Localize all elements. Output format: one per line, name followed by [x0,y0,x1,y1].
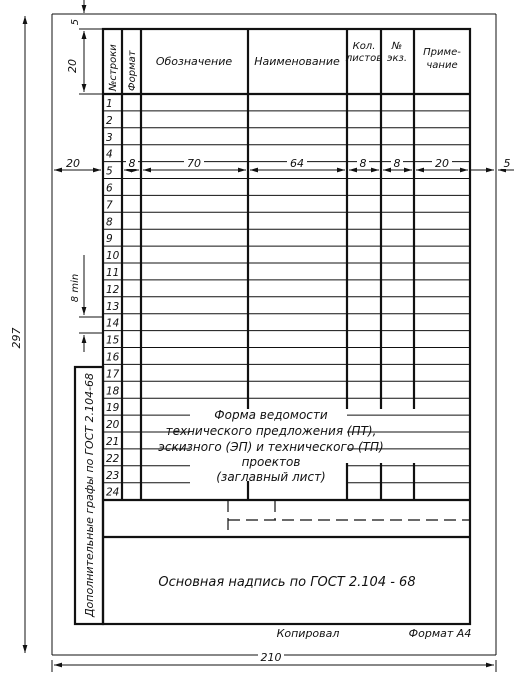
dim-col-copy-label: 8 [393,157,401,170]
row-number: 21 [106,436,120,448]
row-number: 2 [106,114,113,127]
form-title-line-3: эскизного (ЭП) и технического (ТП) [158,440,384,454]
col-header-sheets-2: листов [345,53,383,64]
row-number: 3 [106,131,113,144]
dashed-extra-columns [228,500,470,537]
row-number: 17 [106,368,120,381]
col-header-num: №строки [108,44,119,91]
form-title-line-5: (заглавный лист) [216,470,326,484]
row-number: 5 [106,165,113,178]
col-header-copy-2: экз. [386,53,408,64]
dim-header-height-label: 20 [66,59,79,73]
row-number: 8 [106,216,113,229]
row-number: 22 [106,452,120,465]
row-number: 7 [106,199,113,212]
col-header-sheets-1: Кол. [352,41,376,52]
row-number: 16 [106,351,120,364]
row-numbers [106,98,120,499]
dim-page-height-label: 297 [10,327,23,349]
row-number: 20 [106,419,120,432]
col-header-designation: Обозначение [155,55,233,68]
form-title-line-2: технического предложения (ПТ), [165,424,377,438]
row-number: 14 [106,317,120,330]
row-number: 6 [106,182,113,195]
row-number: 4 [106,148,113,161]
dim-col-note-label: 20 [435,157,449,170]
row-number: 18 [106,385,120,398]
col-header-note-2: чание [426,60,458,71]
row-number: 24 [106,486,120,499]
row-number: 9 [106,233,113,246]
row-number: 23 [106,469,120,482]
dim-col-format-label: 8 [128,157,136,170]
row-number: 10 [106,250,120,263]
col-header-note-1: Приме- [423,47,461,58]
row-number: 19 [106,402,120,415]
col-header-copy-1: № [391,41,403,52]
dim-col-sheets-label: 8 [359,157,367,170]
form-title [158,408,383,484]
col-header-format: Формат [127,50,138,91]
footer-format: Формат А4 [408,627,472,640]
col-header-name: Наименование [254,55,340,68]
form-title-line-1: Форма ведомости [214,408,328,422]
row-number: 13 [106,300,120,313]
footer-copied: Копировал [276,627,340,640]
row-number: 15 [106,334,120,347]
dim-col-name-label: 64 [290,157,304,170]
row-number: 1 [106,98,113,110]
dim-top-margin-label: 5 [70,18,81,26]
form-title-line-4: проектов [241,455,301,469]
title-block-label: Основная надпись по ГОСТ 2.104 - 68 [158,575,416,590]
dim-col-designation-label: 70 [187,157,201,170]
side-label: Дополнительные графы по ГОСТ 2.104-68 [83,372,96,618]
dim-right-margin-label: 5 [503,157,511,170]
dim-left-margin-label: 20 [66,157,80,170]
dim-row-min-label: 8 min [70,273,81,303]
row-number: 12 [106,283,120,296]
dim-page-width-label: 210 [260,651,282,664]
row-number: 11 [106,267,120,279]
